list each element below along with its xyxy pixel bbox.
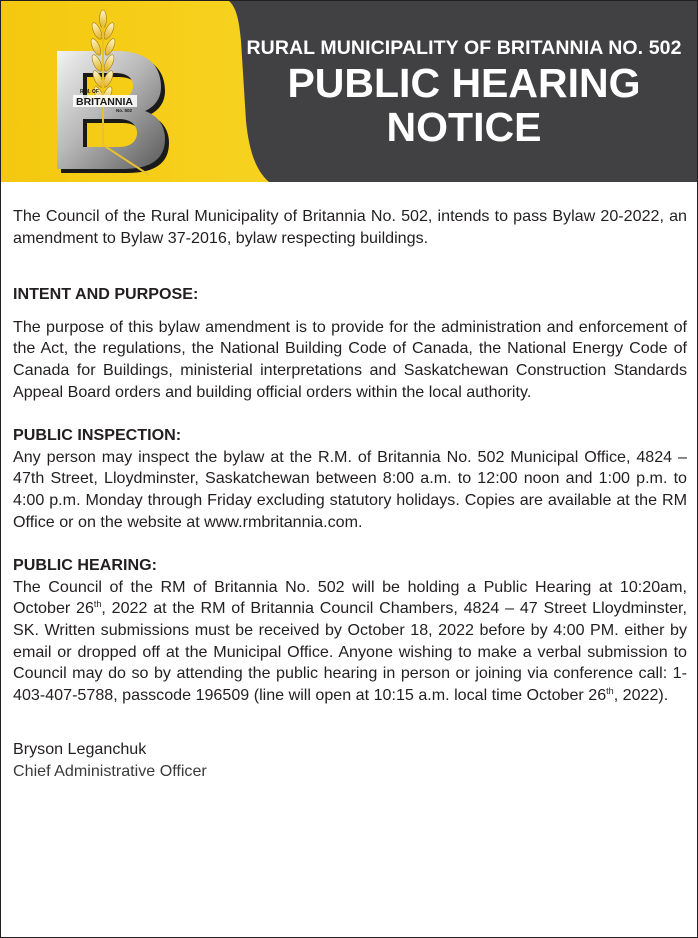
- hearing-text-2: , 2022 at the RM of Britannia Council Chambers, 4824 – 47 Street Lloydminster, SK. Written submissions must be received by October 18, 2022 before by 4:00 PM. either by email or dropped off at the Municipal Office. Anyone wishing to make a verbal submission to Council may do so by attending the public hearing in person or joining via conference call: 1-403-407-5788, passcode 196509 (line will open at 10:15 a.m. local time October 26: [13, 599, 687, 704]
- notice-body: [13, 206, 687, 782]
- inspection-paragraph: Any person may inspect the bylaw at the R.M. of Britannia No. 502 Municipal Office, 4824 – 47th Street, Lloydminster, Saskatchewan between 8:00 a.m. to 12:00 noon and 1:00 p.m. to 4:00 p.m. Monday through Friday excluding statutory holidays. Copies are available at the RM Office or on the website at www.rmbritannia.com.: [13, 447, 687, 531]
- title-line-2: NOTICE: [386, 104, 542, 150]
- notice-header: [1, 1, 697, 182]
- intro-paragraph: The Council of the Rural Municipality of Britannia No. 502, intends to pass Bylaw 20-2022, an amendment to Bylaw 37-2016, bylaw respecting buildings.: [13, 207, 687, 247]
- title-line-1: PUBLIC HEARING: [287, 60, 641, 106]
- intent-heading: INTENT AND PURPOSE:: [13, 285, 199, 304]
- hearing-sup-2: th: [606, 685, 614, 696]
- intent-paragraph: The purpose of this bylaw amendment is to provide for the administration and enforcement of the Act, the regulations, the National Building Code of Canada, the National Energy Code of Canada for Buildings, ministerial interpretations and Saskatchewan Construction Standards Appeal Board orders and building official orders within the local authority.: [13, 317, 687, 401]
- organization-name: RURAL MUNICIPALITY OF BRITANNIA NO. 502: [246, 37, 682, 59]
- hearing-sup-1: th: [93, 599, 102, 610]
- signature-title: Chief Administrative Officer: [13, 761, 207, 780]
- logo-number-text: No. 502: [116, 108, 133, 113]
- inspection-heading: PUBLIC INSPECTION:: [13, 426, 182, 445]
- hearing-heading: PUBLIC HEARING:: [13, 556, 157, 575]
- signature-name: Bryson Leganchuk: [13, 740, 147, 759]
- notice-title: [239, 61, 689, 149]
- hearing-text-1: The Council of the RM of Britannia No. 502 will be holding a Public Hearing at 10:20am, October 26: [13, 577, 687, 618]
- logo-name-text: BRITANNIA: [76, 96, 133, 108]
- hearing-text-3: , 2022).: [613, 685, 669, 704]
- hearing-paragraph: [13, 577, 687, 707]
- wheat-b-logo-icon: [53, 5, 173, 177]
- logo-rm-of-text: R.M. OF: [80, 89, 99, 95]
